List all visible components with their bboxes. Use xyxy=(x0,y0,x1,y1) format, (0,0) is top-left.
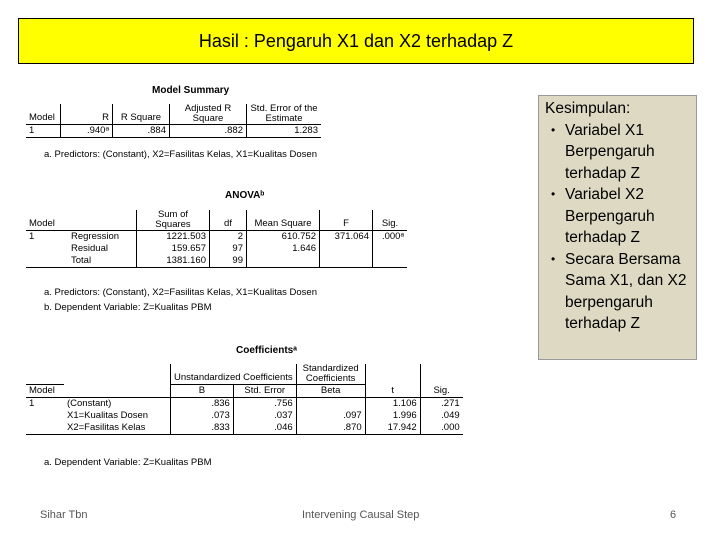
anova-table xyxy=(26,210,407,268)
cell: .097 xyxy=(296,410,365,422)
header-r-square: R Square xyxy=(113,104,170,125)
cell: 1.106 xyxy=(365,398,420,411)
cell: 159.657 xyxy=(137,243,210,255)
table-header-row xyxy=(26,104,321,125)
table-row xyxy=(26,398,463,411)
header-t: t xyxy=(365,385,420,398)
header-blank xyxy=(64,385,171,398)
page-number: 6 xyxy=(670,509,677,521)
cell xyxy=(296,398,365,411)
cell xyxy=(320,243,373,255)
cell: .870 xyxy=(296,422,365,435)
table-row xyxy=(26,231,407,244)
cell: 97 xyxy=(210,243,247,255)
cell: .756 xyxy=(233,398,296,411)
cell xyxy=(373,255,408,268)
coefficients-caption: Coefficientsᵃ xyxy=(236,345,298,356)
conclusion-heading: Kesimpulan: xyxy=(545,100,631,117)
anova-note-b: b. Dependent Variable: Z=Kualitas PBM xyxy=(44,302,212,313)
header-model: Model xyxy=(26,210,68,231)
table-row xyxy=(26,422,463,435)
row-label: (Constant) xyxy=(64,398,171,411)
cell: 17.942 xyxy=(365,422,420,435)
header-f: F xyxy=(320,210,373,231)
cell: .882 xyxy=(170,125,247,138)
header-beta: Beta xyxy=(296,385,365,398)
footer-center: Intervening Causal Step xyxy=(302,509,420,521)
cell xyxy=(373,243,408,255)
cell: .271 xyxy=(441,398,460,409)
anova-caption: ANOVAᵇ xyxy=(225,190,265,201)
cell xyxy=(247,255,320,268)
slide-title xyxy=(18,18,694,64)
coefficients-table xyxy=(26,364,463,435)
footer-author: Sihar Tbn xyxy=(40,509,88,521)
cell: 1221.503 xyxy=(137,231,210,244)
cell: 610.752 xyxy=(247,231,320,244)
cell: .000ᵃ xyxy=(381,231,404,242)
header-std-error: Std. Error xyxy=(233,385,296,398)
list-item: • Secara Bersama Sama X1, dan X2 berpengaruh terhadap Z xyxy=(565,249,690,335)
list-item: • Variabel X2 Berpengaruh terhadap Z xyxy=(565,184,690,249)
model-summary-note: a. Predictors: (Constant), X2=Fasilitas Kelas, X1=Kualitas Dosen xyxy=(44,149,317,160)
row-label: Regression xyxy=(68,231,137,244)
cell: 1.996 xyxy=(365,410,420,422)
cell-model: 1 xyxy=(29,231,35,242)
header-sig: Sig. xyxy=(373,210,408,231)
cell: .836 xyxy=(171,398,234,411)
header-unstandardized: Unstandardized Coefficients xyxy=(171,364,297,385)
cell xyxy=(320,255,373,268)
header-b: B xyxy=(171,385,234,398)
cell: .940ᵃ xyxy=(61,125,113,138)
header-blank xyxy=(68,210,137,231)
model-summary-table xyxy=(26,104,321,138)
cell: .884 xyxy=(113,125,170,138)
anova-note-a: a. Predictors: (Constant), X2=Fasilitas Kelas, X1=Kualitas Dosen xyxy=(44,287,317,298)
header-sum-of-squares: Sum of Squares xyxy=(137,210,210,231)
table-row xyxy=(26,243,407,255)
cell: 1 xyxy=(26,125,61,138)
table-row xyxy=(26,410,463,422)
row-label: Total xyxy=(68,255,137,268)
model-summary-caption: Model Summary xyxy=(152,85,230,96)
conclusion-list xyxy=(545,120,690,335)
header-df: df xyxy=(210,210,247,231)
cell-model: 1 xyxy=(29,398,35,409)
cell: 1.283 xyxy=(247,125,322,138)
cell: .037 xyxy=(233,410,296,422)
cell: 1.646 xyxy=(247,243,320,255)
row-label: X1=Kualitas Dosen xyxy=(64,410,171,422)
coefficients-note: a. Dependent Variable: Z=Kualitas PBM xyxy=(44,457,212,468)
cell: .000 xyxy=(420,422,463,435)
header-standardized: Standardized Coefficients xyxy=(296,364,365,385)
slide-title-text: Hasil : Pengaruh X1 dan X2 terhadap Z xyxy=(198,30,514,51)
header-model: Model xyxy=(26,385,64,398)
cell: .049 xyxy=(441,410,460,421)
cell: .046 xyxy=(233,422,296,435)
cell: 371.064 xyxy=(320,231,373,244)
table-header-row xyxy=(26,364,463,385)
cell: 99 xyxy=(210,255,247,268)
header-adjusted-r-square: Adjusted R Square xyxy=(170,104,247,125)
table-header-row xyxy=(26,385,463,398)
row-label: Residual xyxy=(68,243,137,255)
table-header-row xyxy=(26,210,407,231)
cell: 2 xyxy=(210,231,247,244)
cell: .073 xyxy=(171,410,234,422)
conclusion-box xyxy=(538,95,697,360)
table-row xyxy=(26,125,321,138)
header-mean-square: Mean Square xyxy=(247,210,320,231)
header-r: R xyxy=(61,104,113,125)
header-std-error: Std. Error of the Estimate xyxy=(247,104,322,125)
cell: 1381.160 xyxy=(137,255,210,268)
header-model: Model xyxy=(26,104,61,125)
table-row xyxy=(26,255,407,268)
cell: .833 xyxy=(171,422,234,435)
list-item: • Variabel X1 Berpengaruh terhadap Z xyxy=(565,120,690,185)
row-label: X2=Fasilitas Kelas xyxy=(64,422,171,435)
header-sig: Sig. xyxy=(420,385,463,398)
